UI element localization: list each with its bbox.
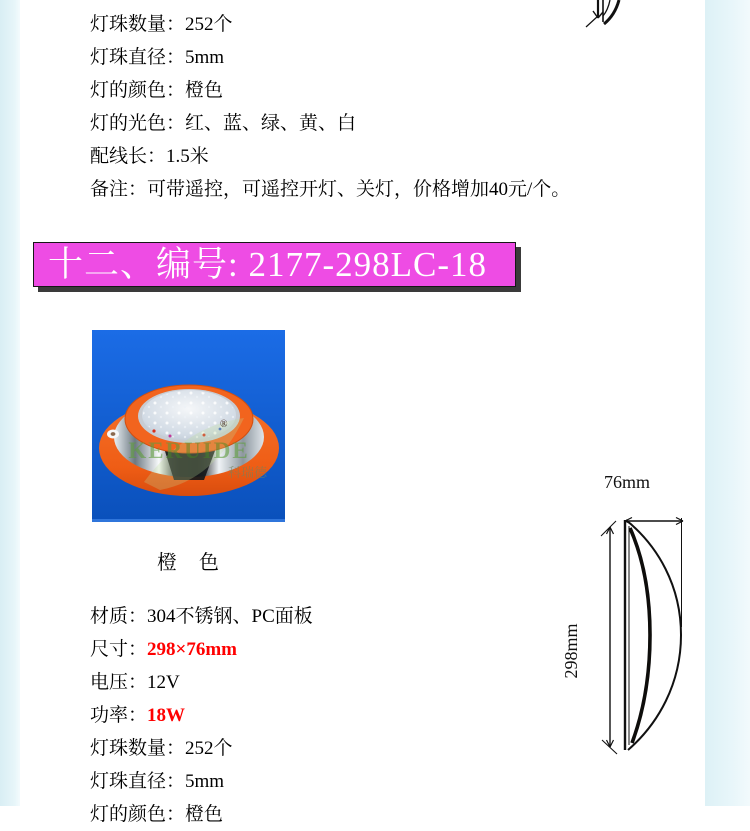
section-banner: [33, 242, 516, 287]
spec-label: 灯的颜色：: [90, 804, 186, 825]
spec-label: 备注：: [90, 179, 148, 200]
spec-line: [90, 140, 570, 173]
dimension-drawing: [553, 462, 703, 762]
spec-label: 灯的颜色：: [90, 80, 186, 101]
page-right-margin-strip: [705, 0, 750, 806]
registered-trademark-symbol: ®: [220, 419, 228, 430]
profile-lens-curve: [630, 528, 650, 743]
product-photo: [92, 330, 285, 522]
spec-line: [90, 765, 313, 798]
spec-value: 252个: [185, 14, 233, 35]
spec-list-bottom: [90, 600, 313, 831]
profile-dome-curve: [626, 520, 681, 750]
spec-value: 1.5米: [166, 146, 209, 167]
spec-value: 橙色: [185, 804, 224, 825]
diagram-height-label: 298mm: [561, 623, 581, 679]
spec-line: [90, 633, 313, 666]
spec-value-highlighted: 18W: [147, 705, 186, 726]
spec-list-top: [90, 8, 570, 206]
spec-label: 电压：: [90, 672, 148, 693]
spec-label: 尺寸：: [90, 639, 148, 660]
spec-label: 灯的光色：: [90, 113, 186, 134]
diagram-width-label: 76mm: [603, 472, 651, 492]
spec-value: 5mm: [185, 47, 225, 68]
spec-label: 灯珠直径：: [90, 47, 186, 68]
spec-label: 材质：: [90, 606, 148, 627]
spec-value: 252个: [185, 738, 233, 759]
spec-line: [90, 666, 313, 699]
spec-label: 灯珠数量：: [90, 14, 186, 35]
spec-line: [90, 8, 570, 41]
spec-value: 12V: [147, 672, 180, 693]
spec-line-clipped: [90, 798, 313, 831]
spec-value: 5mm: [185, 771, 225, 792]
spec-value: 可带遥控，可遥控开灯、关灯，价格增加40元/个。: [147, 179, 571, 200]
spec-label: 灯珠直径：: [90, 771, 186, 792]
section-banner-text: 十二、编号: 2177-298LC-18: [48, 245, 488, 284]
spec-line: [90, 699, 313, 732]
photo-caption: 橙 色: [157, 552, 220, 574]
spec-label: 灯珠数量：: [90, 738, 186, 759]
spec-value-highlighted: 298×76mm: [147, 639, 237, 660]
spec-label: 配线长：: [90, 146, 167, 167]
spec-line: [90, 74, 570, 107]
spec-line: [90, 600, 313, 633]
watermark-cjk-text: 科瑞德: [228, 465, 268, 480]
spec-line: [90, 173, 570, 206]
previous-diagram-fragment: [575, 0, 630, 30]
page-left-margin-strip: [0, 0, 20, 806]
spec-value: 红、蓝、绿、黄、白: [185, 113, 357, 134]
watermark-latin-text: KERUIDE: [128, 438, 250, 463]
spec-line: [90, 732, 313, 765]
spec-line: [90, 41, 570, 74]
spec-line: [90, 107, 570, 140]
spec-label: 功率：: [90, 705, 148, 726]
spec-value: 304不锈钢、PC面板: [147, 606, 313, 627]
spec-value: 橙色: [185, 80, 224, 101]
